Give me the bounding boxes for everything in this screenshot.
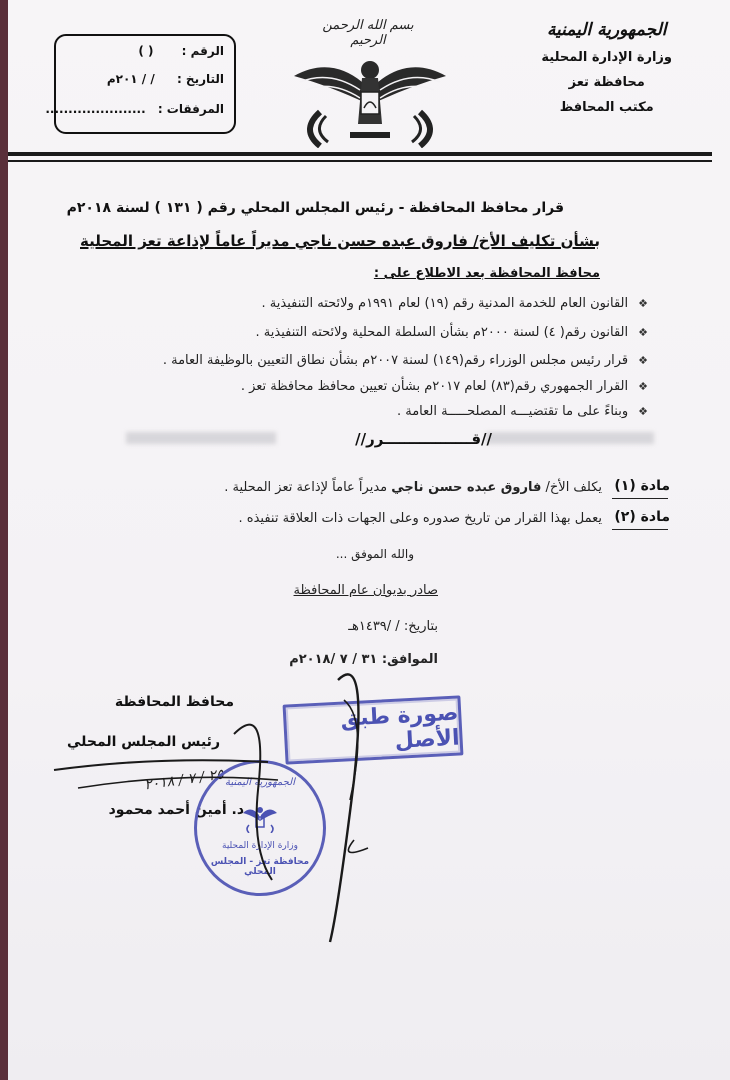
closing-phrase: والله الموفق ... <box>335 547 414 561</box>
office-name: مكتب المحافظ <box>559 100 654 115</box>
reference-item: ❖القانون رقم( ٤) لسنة ٢٠٠٠م بشأن السلطة المحلية ولائحته التنفيذية . <box>255 325 648 340</box>
bullet-diamond-icon: ❖ <box>638 297 648 310</box>
signature-scribble <box>38 660 478 960</box>
article-2-label: مادة (٢) <box>614 509 670 525</box>
bullet-diamond-icon: ❖ <box>638 380 648 393</box>
article-2-text: يعمل بهذا القرار من تاريخ صدوره وعلى الجهات ذات العلاقة تنفيذه . <box>238 511 602 526</box>
ref-attachments: المرفقات : ...................... <box>45 102 224 116</box>
reference-item: ❖قرار رئيس مجلس الوزراء رقم(١٤٩) لسنة ٢٠٠٧م بشأن نطاق التعيين بالوظيفة العامة . <box>162 353 648 368</box>
article-1-underline <box>612 498 668 499</box>
header-rule-thin <box>8 160 712 162</box>
bullet-diamond-icon: ❖ <box>638 354 648 367</box>
signatory-title-2: رئيس المجلس المحلي <box>66 734 220 750</box>
reference-item: ❖القرار الجمهوري رقم(٨٣) لعام ٢٠١٧م بشأن تعيين محافظ محافظة تعز . <box>240 379 648 394</box>
decision-title: قرار محافظ المحافظة - رئيس المجلس المحلي رقم ( ١٣١ ) لسنة ٢٠١٨م <box>66 200 564 216</box>
eagle-emblem-icon <box>290 42 450 148</box>
ref-number: الرقم : ( ) <box>138 44 224 58</box>
header-rule-thick <box>8 152 712 156</box>
signatory-name: د. أمين أحمد محمود <box>108 802 244 818</box>
bullet-diamond-icon: ❖ <box>638 405 648 418</box>
blur-bar-left <box>126 432 276 444</box>
bullet-diamond-icon: ❖ <box>638 326 648 339</box>
article-1-text: يكلف الأخ/ فاروق عبده حسن ناجي مديراً عاماً لإذاعة تعز المحلية . <box>224 480 602 495</box>
reference-box <box>45 34 236 134</box>
document-page <box>8 0 730 1080</box>
article-1-label: مادة (١) <box>614 478 670 494</box>
article-2-underline <box>612 529 668 530</box>
hijri-date: بتاريخ: / /١٤٣٩هـ <box>348 619 438 634</box>
true-copy-stamp: صورة طبق الأصل <box>283 695 464 764</box>
decision-subject: بشأن تكليف الأخ/ فاروق عبده حسن ناجي مديراً عاماً لإذاعة تعز المحلية <box>80 232 600 250</box>
letterhead-right <box>541 20 672 115</box>
handwritten-date: ٢٥ / ٧ / ٢٠١٨ <box>143 766 225 794</box>
seal-mid-text: وزارة الإدارة المحلية <box>222 841 298 851</box>
governorate-name: محافظة تعز <box>568 75 645 90</box>
seal-bottom-text: محافظة تعز - المجلس المحلي <box>210 857 310 877</box>
country-name: الجمهورية اليمنية <box>546 20 667 40</box>
reference-item: ❖وبناءً على ما تقتضيـــه المصلحـــــة العامة . <box>396 404 648 419</box>
signatory-title-1: محافظ المحافظة <box>114 694 234 710</box>
gregorian-date: الموافق: ٣١ / ٧ /٢٠١٨م <box>289 652 438 667</box>
decision-heading: //قـــــــــــــــــرر// <box>355 430 492 448</box>
seal-top-text: الجمهورية اليمنية <box>224 777 295 788</box>
basmala: بسم الله الرحمن الرحيم <box>322 18 414 48</box>
preamble: محافظ المحافظة بعد الاطلاع على : <box>373 266 600 281</box>
issued-at: صادر بديوان عام المحافظة <box>293 583 438 598</box>
ref-date: التاريخ : / / ٢٠١م <box>106 72 224 86</box>
blur-bar-right <box>486 432 654 444</box>
reference-item: ❖القانون العام للخدمة المدنية رقم (١٩) لعام ١٩٩١م ولائحته التنفيذية . <box>261 296 648 311</box>
ministry-name: وزارة الإدارة المحلية <box>541 50 672 65</box>
